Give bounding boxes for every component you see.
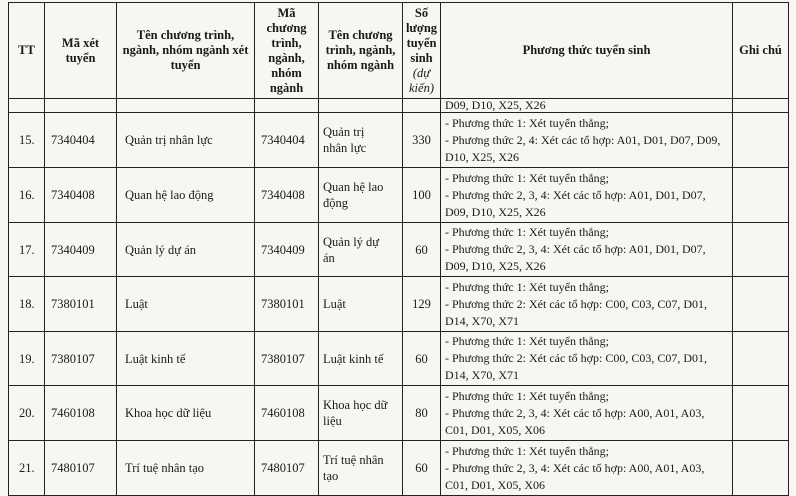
row-name2-line1: Luật kinh tế (323, 351, 384, 366)
table-row (9, 223, 789, 277)
row-code: 7340408 (45, 168, 117, 223)
row-name2-line2: tạo (323, 469, 339, 483)
method-line: - Phương thức 1: Xét tuyển thẳng; (445, 279, 609, 294)
row-name2-line1: Luật (323, 297, 346, 311)
continuation-text: D09, D10, X25, X26 (441, 99, 733, 113)
row-name: Trí tuệ nhân tạo (117, 441, 255, 496)
row-note (733, 113, 789, 168)
admission-table (8, 2, 789, 496)
row-code: 7380107 (45, 332, 117, 386)
row-code2: 7340404 (255, 113, 319, 168)
row-note (733, 223, 789, 277)
row-name2-line2: liệu (323, 414, 342, 428)
row-methods (441, 113, 733, 168)
header-ma-chuong-trinh: Mã chương trình, ngành, nhóm ngành (255, 3, 319, 99)
method-line: C01, D01, X05, X06 (445, 477, 546, 492)
row-quota: 80 (403, 386, 441, 441)
method-line: - Phương thức 2, 4: Xét các tổ hợp: A01, D01, D07, D09, (445, 132, 721, 147)
row-name: Luật kinh tế (117, 332, 255, 386)
method-line: - Phương thức 1: Xét tuyển thẳng; (445, 115, 609, 130)
row-tt: 17. (9, 223, 45, 277)
row-tt: 19. (9, 332, 45, 386)
row-name2-line2: nhân lực (323, 141, 367, 155)
method-line: D10, X25, X26 (445, 149, 519, 164)
row-quota: 60 (403, 223, 441, 277)
row-name: Khoa học dữ liệu (117, 386, 255, 441)
table-row (9, 168, 789, 223)
method-line: - Phương thức 2, 3, 4: Xét các tổ hợp: A01, D01, D07, (445, 242, 706, 256)
method-line: - Phương thức 2: Xét các tổ hợp: C00, C03, C07, D01, (445, 351, 708, 365)
row-code2: 7340408 (255, 168, 319, 223)
row-quota: 330 (403, 113, 441, 168)
row-code: 7340404 (45, 113, 117, 168)
row-code2: 7380107 (255, 332, 319, 386)
row-quota: 60 (403, 332, 441, 386)
row-note (733, 386, 789, 441)
row-name2-line2: động (323, 196, 348, 210)
row-code: 7460108 (45, 386, 117, 441)
row-name2-line1: Quản lý dự (323, 234, 380, 249)
row-code2: 7460108 (255, 386, 319, 441)
row-tt: 16. (9, 168, 45, 223)
method-line: - Phương thức 1: Xét tuyển thẳng; (445, 225, 609, 239)
row-code2: 7340409 (255, 223, 319, 277)
method-line: D09, D10, X25, X26 (445, 204, 546, 219)
row-name: Luật (117, 277, 255, 332)
row-methods (441, 277, 733, 332)
row-code: 7380101 (45, 277, 117, 332)
row-name2-line1: Trí tuệ nhân (323, 453, 384, 467)
row-name2 (319, 168, 403, 223)
row-name: Quản lý dự án (117, 223, 255, 277)
method-line: D14, X70, X71 (445, 368, 519, 382)
table-row (9, 277, 789, 332)
row-tt: 15. (9, 113, 45, 168)
header-phuong-thuc: Phương thức tuyển sinh (441, 3, 733, 99)
row-name2 (319, 386, 403, 441)
row-quota: 60 (403, 441, 441, 496)
method-line: C01, D01, X05, X06 (445, 422, 546, 437)
row-note (733, 277, 789, 332)
header-ma-xet-tuyen: Mã xét tuyển (45, 3, 117, 99)
row-code2: 7380101 (255, 277, 319, 332)
row-methods (441, 332, 733, 386)
method-line: - Phương thức 2: Xét các tổ hợp: C00, C03, C07, D01, (445, 296, 708, 311)
row-name2-line1: Khoa học dữ (323, 398, 388, 412)
row-code2: 7480107 (255, 441, 319, 496)
row-name: Quan hệ lao động (117, 168, 255, 223)
header-ghi-chu: Ghi chú (733, 3, 789, 99)
row-note (733, 332, 789, 386)
row-name2-line1: Quan hệ lao (323, 180, 384, 194)
continuation-row (9, 99, 789, 113)
row-name: Quản trị nhân lực (117, 113, 255, 168)
row-methods (441, 441, 733, 496)
row-quota: 100 (403, 168, 441, 223)
row-name2 (319, 441, 403, 496)
row-note (733, 168, 789, 223)
header-ten-chuong-trinh-2: Tên chương trình, ngành, nhóm ngành (319, 3, 403, 99)
row-name2-line2: án (323, 250, 335, 265)
row-name2 (319, 277, 403, 332)
method-line: - Phương thức 1: Xét tuyển thẳng; (445, 443, 609, 458)
method-line: D09, D10, X25, X26 (445, 259, 546, 273)
table-row (9, 332, 789, 386)
row-methods (441, 168, 733, 223)
row-code: 7340409 (45, 223, 117, 277)
row-tt: 20. (9, 386, 45, 441)
header-so-luong (403, 3, 441, 99)
row-quota: 129 (403, 277, 441, 332)
header-so-luong-label: Số lượng tuyển sinh (405, 5, 438, 65)
method-line: - Phương thức 2, 3, 4: Xét các tổ hợp: A01, D01, D07, (445, 187, 706, 202)
method-line: D14, X70, X71 (445, 313, 519, 328)
row-tt: 21. (9, 441, 45, 496)
table-row (9, 386, 789, 441)
row-note (733, 441, 789, 496)
method-line: - Phương thức 2, 3, 4: Xét các tổ hợp: A00, A01, A03, (445, 405, 705, 420)
row-name2 (319, 113, 403, 168)
method-line: - Phương thức 1: Xét tuyển thẳng; (445, 388, 609, 403)
row-name2-line1: Quản trị (323, 125, 365, 139)
header-ten-chuong-trinh: Tên chương trình, ngành, nhóm ngành xét tuyển (117, 3, 255, 99)
row-methods (441, 386, 733, 441)
row-tt: 18. (9, 277, 45, 332)
table-row (9, 441, 789, 496)
method-line: - Phương thức 1: Xét tuyển thẳng; (445, 334, 609, 348)
row-name2 (319, 332, 403, 386)
table-row (9, 113, 789, 168)
header-tt: TT (9, 3, 45, 99)
method-line: - Phương thức 2, 3, 4: Xét các tổ hợp: A00, A01, A03, (445, 460, 705, 475)
method-line: - Phương thức 1: Xét tuyển thẳng; (445, 170, 609, 185)
header-so-luong-note: (dự kiến) (409, 65, 434, 95)
table-header-row (9, 3, 789, 99)
row-methods (441, 223, 733, 277)
row-code: 7480107 (45, 441, 117, 496)
row-name2 (319, 223, 403, 277)
